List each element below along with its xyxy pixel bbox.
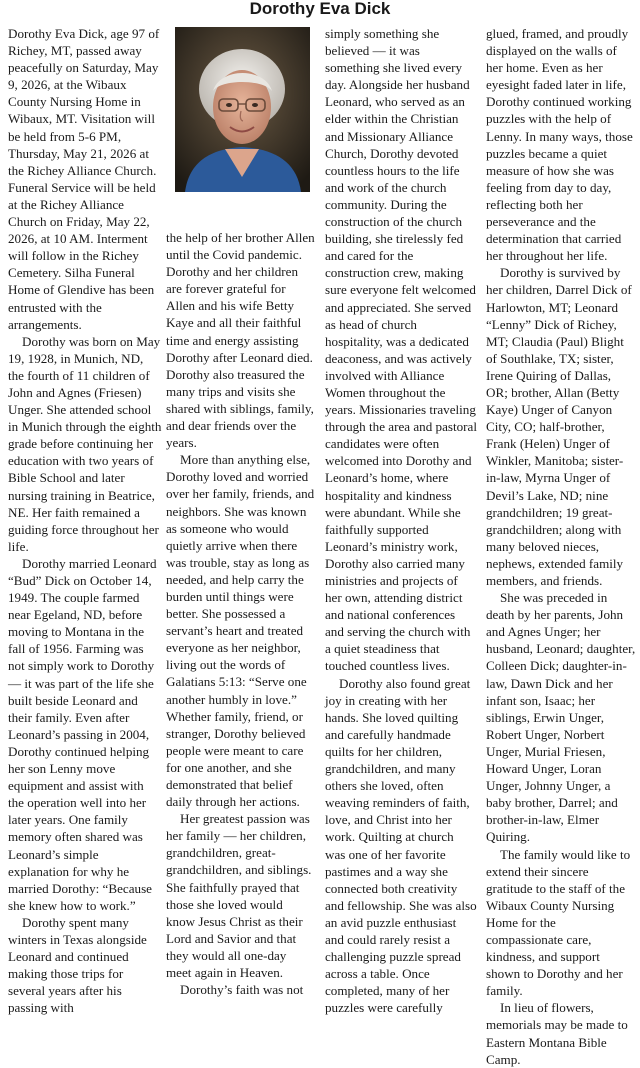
paragraph: Her greatest passion was her family — her children, grandchildren, great-grandchildren, and siblings. She faithfully prayed that those she loved would know Jesus Christ as their Lord and Savior and that they would all one-day meet again in Heaven.: [166, 811, 312, 981]
paragraph: Dorothy is survived by her children, Darrel Dick of Harlowton, MT; Leonard “Lenny” Dick of Richey, MT; Claudia (Paul) Blight of Southlake, TX; sister, Irene Quiring of Dallas, OR; brother, Allan (Betty Kaye) Unger of Canyon City, CO; half-brother, Frank (Helen) Unger of Winkler, Manitoba; sister-in-law, Myrna Unger of Devil’s Lake, ND; nine grandchildren; 19 great-grandchildren; along with many beloved nieces, nephews, extended family members, and friends.: [486, 265, 632, 588]
text-column-2: [166, 229, 315, 998]
text-column-1: [8, 25, 162, 1016]
paragraph: the help of her brother Allen until the Covid pandemic. Dorothy and her children are forever grateful for Allen and his wife Betty Kaye and all their faithful time and energy assisting Dorothy after Leonard died. Dorothy also treasured the many trips and visits she shared with siblings, family, and dear friends over the years.: [166, 230, 315, 451]
portrait-image: [175, 27, 310, 192]
text-column-3: [325, 25, 477, 1016]
paragraph: glued, framed, and proudly displayed on the walls of her home. Even as her eyesight faded later in life, Dorothy continued working puzzles with the help of Lenny. In many ways, those puzzles became a quiet measure of how she was feeling from day to day, reflecting both her perseverance and the determination that carried her throughout her life.: [486, 26, 633, 264]
paragraph: Dorothy also found great joy in creating with her hands. She loved quilting and carefully handmade quilts for her children, grandchildren, and many others she loved, often weaving reminders of faith, love, and Christ into her work. Quilting at church was one of her favorite pastimes and a way she connected both creativity and fellowship. She was also an avid puzzle enthusiast and could rarely resist a challenging puzzle spread across a table. Once completed, many of her puzzles were carefully: [325, 675, 477, 1016]
paragraph: Dorothy spent many winters in Texas alongside Leonard and continued making those trips for several years after his passing with: [8, 914, 147, 1016]
obituary-title: Dorothy Eva Dick: [249, 0, 391, 18]
paragraph: Dorothy was born on May 19, 1928, in Munich, ND, the fourth of 11 children of John and Agnes (Friesen) Unger. She attended school in Munich through the eighth grade before continuing her education with two years of Bible School and later nursing training in Beatrice, NE. Her faith remained a guiding force throughout her life.: [8, 333, 162, 554]
paragraph: Dorothy married Leonard “Bud” Dick on October 14, 1949. The couple farmed near Egeland, ND, before moving to Montana in the fall of 1956. Farming was not simply work to Dorothy — it was part of the life she built beside Leonard and their family. Even after Leonard’s passing in 2004, Dorothy continued helping her son Lenny move equipment and assist with the operation well into her later years. One family memory often shared was Leonard’s simple explanation for why he married Dorothy: “Because she knew how to work.”: [8, 555, 157, 913]
paragraph: More than anything else, Dorothy loved and worried over her family, friends, and neighbors. She was known as someone who would quietly arrive when there was trouble, stay as long as needed, and help carry the burden until things were better. She possessed a servant’s heart and treated everyone as her neighbor, living out the words of Galatians 5:13: “Serve one another humbly in love.” Whether family, friend, or stranger, Dorothy believed people were meant to care for one another, and she demonstrated that belief daily through her actions.: [166, 452, 315, 810]
text-column-4: [486, 25, 636, 1068]
portrait-photo: [175, 27, 310, 192]
paragraph: simply something she believed — it was something she lived every day. Alongside her husband Leonard, who served as an elder within the Christian and Missionary Alliance Church, Dorothy devoted countless hours to the life and work of the church community. During the construction of the church building, she tirelessly fed and cared for the construction crew, making sure everyone felt welcomed and appreciated. She served as head of church hospitality, was a dedicated deaconess, and was actively involved with Alliance Women throughout the years. Missionaries traveling through the area and pastoral candidates were often welcomed into Dorothy and Leonard’s home, where hospitality and kindness were abundant. While she faithfully supported Leonard’s ministry work, Dorothy also carried many ministries and projects of her own, attending district and national conferences and serving the church with a quiet steadiness that touched countless lives.: [325, 26, 477, 674]
paragraph: Dorothy’s faith was not: [180, 982, 304, 998]
paragraph: Dorothy Eva Dick, age 97 of Richey, MT, passed away peacefully on Saturday, May 9, 2026, at the Wibaux County Nursing Home in Wibaux, MT. Visitation will be held from 5-6 PM, Thursday, May 21, 2026 at the Richey Alliance Church. Funeral Service will be held at the Richey Alliance Church on Friday, May 22, 2026, at 10 AM. Interment will follow in the Richey Cemetery. Silha Funeral Home of Glendive has been entrusted with the arrangements.: [8, 26, 160, 332]
paragraph: She was preceded in death by her parents, John and Agnes Unger; her husband, Leonard; daughter, Colleen Dick; daughter-in-law, Dawn Dick and her infant son, Isaac; her siblings, Erwin Unger, Robert Unger, Norbert Unger, Murial Friesen, Howard Unger, Loran Unger, Johnny Unger, a baby brother, Darrel; and brother-in-law, Elmer Quiring.: [486, 590, 636, 845]
paragraph: The family would like to extend their sincere gratitude to the staff of the Wibaux County Nursing Home for the compassionate care, kindness, and support shown to Dorothy and her family.: [486, 846, 631, 999]
paragraph: In lieu of flowers, memorials may be made to Eastern Montana Bible Camp.: [486, 1000, 628, 1067]
